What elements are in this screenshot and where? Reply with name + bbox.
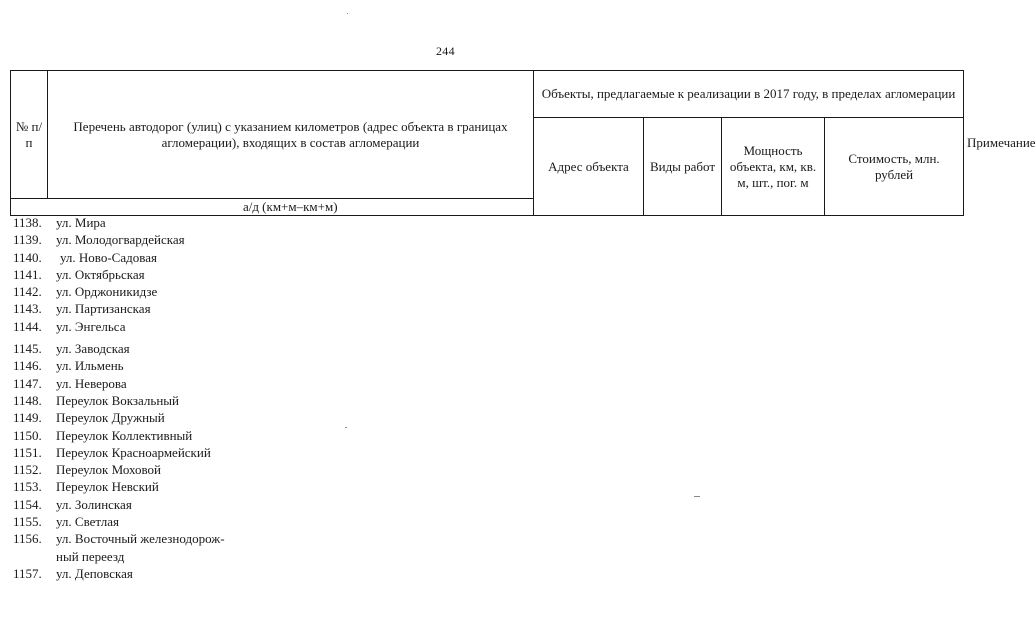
list-item: 1156. ул. Восточный железнодорож-: [13, 531, 225, 547]
list-item: 1151. Переулок Красноармейский: [13, 444, 211, 460]
col-cost-header: Стоимость, млн. рублей: [825, 118, 964, 216]
scan-speck: [694, 496, 700, 497]
list-item: 1152. Переулок Моховой: [13, 462, 162, 478]
table-header: № п/п Перечень автодорог (улиц) с указанием километров (адрес объекта в границах агломерации), входящих в состав агломерации Объекты, предлагаемые к реализации в 2017 году, в пределах агломерации Примечание Адрес объекта Виды работ Мощность объекта, км, кв. м, шт., пог. м Стоимость, млн. рублей а/д (км+м–км+м): [10, 70, 964, 216]
page-number: 244: [436, 44, 455, 58]
list-item: 1142. ул. Орджоникидзе: [13, 284, 158, 300]
col-work-types-header: Виды работ: [644, 118, 722, 216]
list-item-continuation: ный переезд: [56, 548, 125, 564]
list-item: 1154. ул. Золинская: [13, 496, 132, 512]
scan-speck: [345, 427, 347, 428]
list-item: 1143. ул. Партизанская: [13, 301, 151, 317]
col-capacity-header: Мощность объекта, км, кв. м, шт., пог. м: [722, 118, 825, 216]
list-item: 1157. ул. Деповская: [13, 565, 133, 581]
list-item: 1146. ул. Ильмень: [13, 358, 124, 374]
list-item: 1148. Переулок Вокзальный: [13, 392, 179, 408]
list-item: 1144. ул. Энгельса: [13, 318, 126, 334]
col-objects-group-header: Объекты, предлагаемые к реализации в 2017 году, в пределах агломерации: [534, 71, 964, 118]
col-roads-header: Перечень автодорог (улиц) с указанием километров (адрес объекта в границах агломерации), входящих в состав агломерации: [48, 71, 534, 199]
road-list: [13, 214, 225, 582]
scan-speck: [347, 13, 348, 14]
col-num-header: № п/п: [11, 71, 48, 199]
list-item: 1150. Переулок Коллективный: [13, 427, 193, 443]
list-item: 1147. ул. Неверова: [13, 375, 127, 391]
list-item: 1141. ул. Октябрьская: [13, 266, 145, 282]
list-item: 1138. ул. Мира: [13, 215, 106, 230]
col-num-spacer: [11, 199, 48, 216]
list-item: 1149. Переулок Дружный: [13, 410, 165, 426]
list-item: 1140. ул. Ново-Садовая: [13, 249, 157, 265]
col-address-header: Адрес объекта: [534, 118, 644, 216]
col-roads-unit-header: а/д (км+м–км+м): [48, 199, 534, 216]
list-item: 1153. Переулок Невский: [13, 479, 159, 495]
list-item: 1139. ул. Молодогвардейская: [13, 232, 185, 248]
list-item: 1145. ул. Заводская: [13, 341, 130, 357]
list-item: 1155. ул. Светлая: [13, 514, 120, 530]
